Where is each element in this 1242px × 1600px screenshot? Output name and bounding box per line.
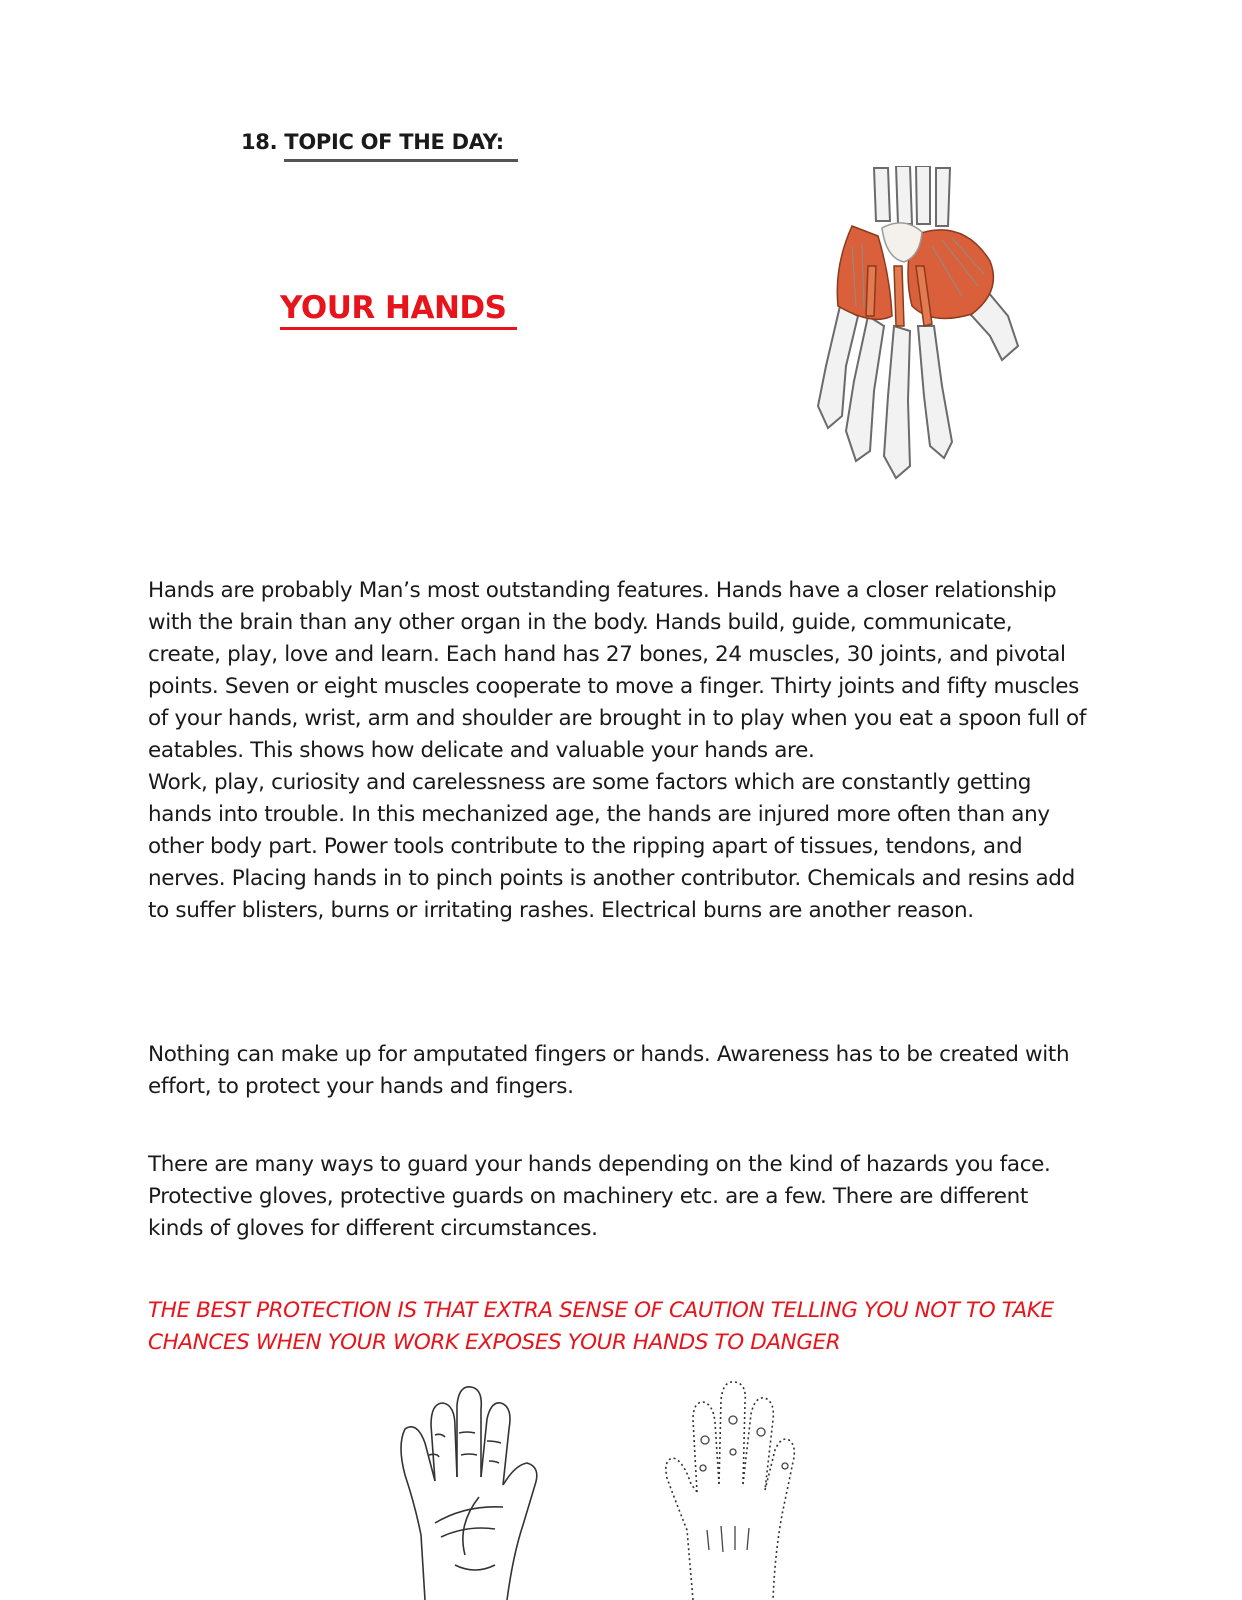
hand-anatomy-illustration: [812, 166, 1034, 486]
palm-sketch-image: [395, 1385, 550, 1600]
topic-underline: [284, 159, 518, 162]
paragraph-intro: Hands are probably Man’s most outstanding features. Hands have a closer relationship with the brain than any other organ in the body. Hands build, guide, communicate, create, play, love and learn. Each hand has 27 bones, 24 muscles, 30 joints, and pivotal points. Seven or eight muscles cooperate to move a finger. Thirty joints and fifty muscles of your hands, wrist, arm and shoulder are brought in to play when you eat a spoon full of eatables. This shows how delicate and valuable your hands are.: [148, 578, 1087, 763]
body-text-block: [148, 575, 1088, 927]
paragraph-hazards: Work, play, curiosity and carelessness are some factors which are constantly getting hands into trouble. In this mechanized age, the hands are injured more often than any other body part. Power tools contribute to the ripping apart of tissues, tendons, and nerves. Placing hands in to pinch points is another contributor. Chemicals and resins add to suffer blisters, burns or irritating rashes. Electrical burns are another reason.: [148, 770, 1075, 923]
topic-label: 18. TOPIC OF THE DAY:: [241, 130, 504, 154]
paragraph-amputation: [148, 1039, 1088, 1103]
title-underline: [280, 327, 517, 330]
paragraph-protection-text: There are many ways to guard your hands depending on the kind of hazards you face. Protective gloves, protective guards on machinery etc. are a few. There are different kinds of gloves for different circumstances.: [148, 1152, 1051, 1241]
paragraph-protection: [148, 1149, 1088, 1245]
page-title: YOUR HANDS: [280, 290, 507, 326]
dotted-hand-sketch-image: [663, 1380, 818, 1600]
paragraph-amputation-text: Nothing can make up for amputated fingers or hands. Awareness has to be created with effort, to protect your hands and fingers.: [148, 1042, 1070, 1099]
caution-statement: THE BEST PROTECTION IS THAT EXTRA SENSE OF CAUTION TELLING YOU NOT TO TAKE CHANCES WHEN YOUR WORK EXPOSES YOUR HANDS TO DANGER: [148, 1298, 1054, 1355]
